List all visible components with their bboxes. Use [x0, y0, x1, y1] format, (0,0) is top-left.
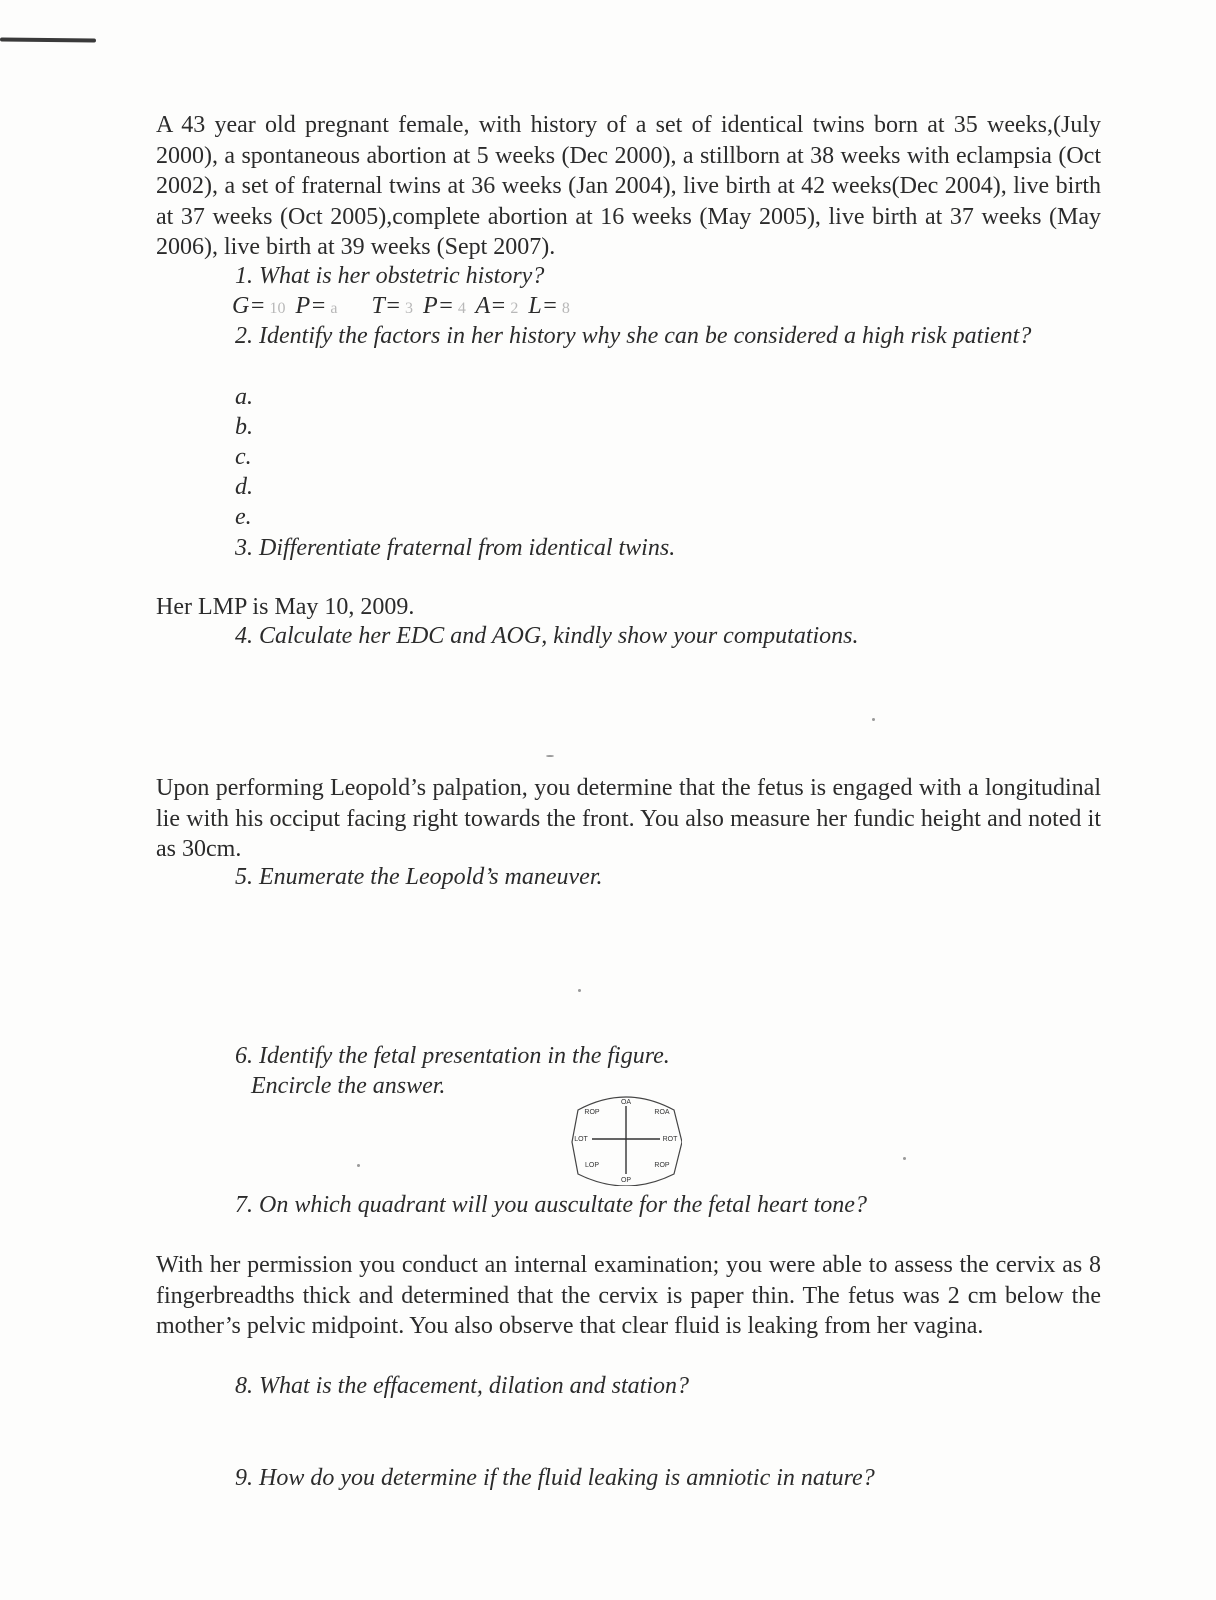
answer-letter-d: d. — [235, 474, 253, 500]
label-rot: ROT — [662, 1136, 678, 1143]
label-lot: LOT — [574, 1136, 588, 1143]
question-6: 6. Identify the fetal presentation in the figure. — [235, 1043, 670, 1069]
scan-speck — [872, 718, 875, 721]
g-label: G= — [232, 293, 266, 319]
handwritten-p2: 4 — [457, 300, 466, 317]
label-roa: ROA — [654, 1109, 670, 1116]
handwritten-t: 3 — [405, 300, 414, 317]
answer-letter-b: b. — [235, 414, 253, 440]
intro-paragraph: A 43 year old pregnant female, with history of a set of identical twins born at 35 weeks,(July 2000), a spontaneous abortion at 5 weeks (Dec 2000), a stillborn at 38 weeks with eclampsia (Oct 2002), a set of fraternal twins at 36 weeks (Jan 2004), live birth at 42 weeks(Dec 2004), live birth at 37 weeks (Oct 2005),complete abortion at 16 weeks (May 2005), live birth at 37 weeks (May 2006), live birth at 39 weeks (Sept 2007). — [156, 112, 1101, 260]
scan-speck — [357, 1164, 360, 1167]
obstetric-history-formula — [232, 293, 574, 320]
answer-letter-e: e. — [235, 504, 252, 530]
answer-letter-c: c. — [235, 444, 252, 470]
p2-label: P= — [423, 293, 454, 319]
scan-speck — [578, 989, 581, 992]
handwritten-p: a — [330, 300, 338, 317]
l-label: L= — [528, 293, 558, 319]
label-rop-bottom: ROP — [654, 1162, 670, 1169]
label-lop: LOP — [584, 1162, 600, 1169]
label-oa: OA — [620, 1099, 632, 1106]
question-1: 1. What is her obstetric history? — [235, 263, 545, 289]
handwritten-l: 8 — [561, 300, 570, 317]
scan-mark — [0, 37, 96, 42]
answer-letter-a: a. — [235, 384, 253, 410]
lmp-statement: Her LMP is May 10, 2009. — [156, 594, 415, 620]
fetal-position-diagram — [570, 1092, 682, 1186]
p-label: P= — [295, 293, 327, 319]
scan-speck — [546, 755, 554, 757]
question-4: 4. Calculate her EDC and AOG, kindly show your computations. — [235, 623, 859, 649]
question-6-instruction: Encircle the answer. — [251, 1073, 446, 1099]
handwritten-g: 10 — [269, 300, 286, 317]
exam-paragraph: With her permission you conduct an internal examination; you were able to assess the cervix as 8 fingerbreadths thick and determined that the cervix is paper thin. The fetus was 2 cm below the mother’s pelvic midpoint. You also observe that clear fluid is leaking from her vagina. — [156, 1252, 1101, 1339]
a-label: A= — [475, 293, 507, 319]
label-rop-top: ROP — [584, 1109, 600, 1116]
scan-speck — [903, 1157, 906, 1160]
question-8: 8. What is the effacement, dilation and station? — [235, 1373, 689, 1399]
leopold-paragraph: Upon performing Leopold’s palpation, you determine that the fetus is engaged with a longitudinal lie with his occiput facing right towards the front. You also measure her fundic height and noted it as 30cm. — [156, 775, 1101, 862]
question-2: 2. Identify the factors in her history why she can be considered a high risk patient? — [235, 323, 1032, 349]
t-label: T= — [371, 293, 402, 319]
handwritten-a: 2 — [510, 300, 519, 317]
question-5: 5. Enumerate the Leopold’s maneuver. — [235, 864, 603, 890]
question-3: 3. Differentiate fraternal from identical twins. — [235, 535, 676, 561]
question-9: 9. How do you determine if the fluid leaking is amniotic in nature? — [235, 1465, 875, 1491]
label-op: OP — [620, 1177, 632, 1184]
question-7: 7. On which quadrant will you auscultate for the fetal heart tone? — [235, 1192, 867, 1218]
